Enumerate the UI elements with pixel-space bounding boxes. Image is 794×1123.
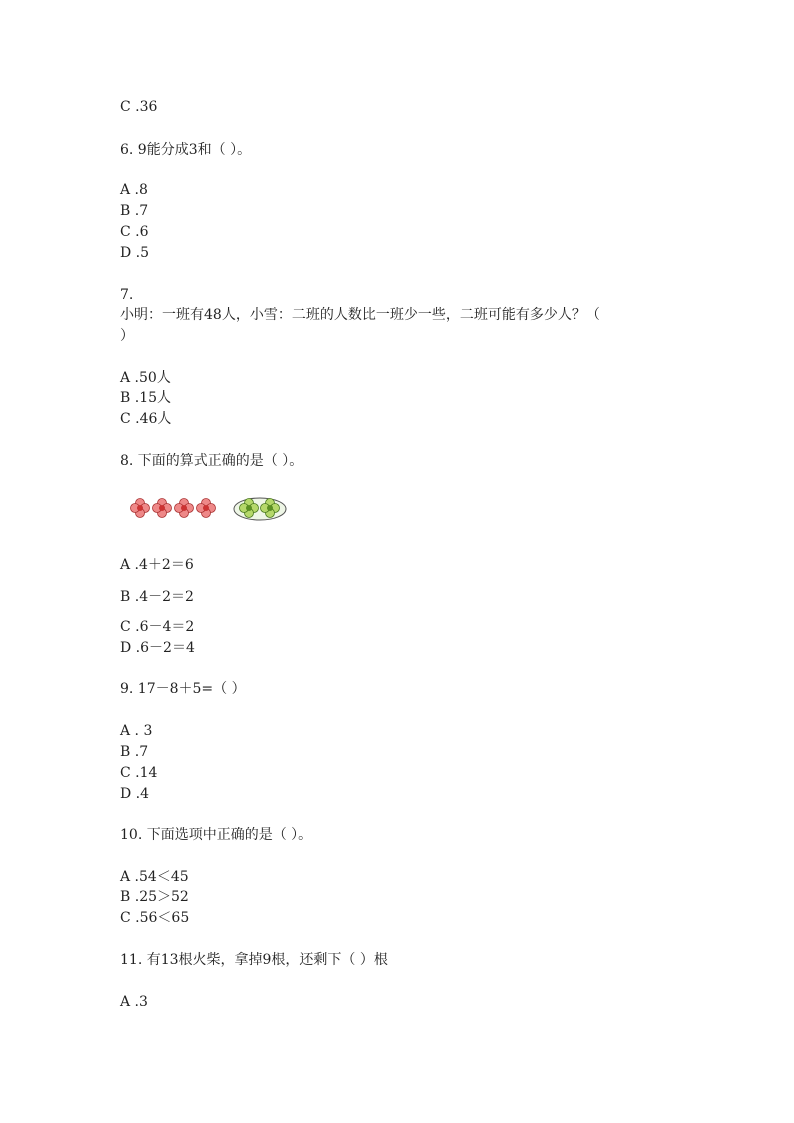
q9-option-b: B .7 — [120, 744, 149, 760]
q8-question: 8. 下面的算式正确的是（ ）。 — [120, 453, 304, 469]
q8-option-d: D .6－2＝4 — [120, 640, 195, 656]
q6-option-b: B .7 — [120, 203, 149, 219]
q9-option-a: A . 3 — [120, 723, 153, 739]
q9-option-c: C .14 — [120, 765, 158, 781]
q7-option-a: A .50人 — [120, 370, 171, 386]
q9-question: 9. 17－8＋5=（ ） — [120, 681, 246, 697]
q6-option-d: D .5 — [120, 245, 150, 261]
q9-option-d: D .4 — [120, 786, 150, 802]
q8-option-c: C .6－4＝2 — [120, 619, 195, 635]
q7-text-line2: ） — [120, 328, 134, 344]
q10-option-b: B .25＞52 — [120, 889, 189, 905]
q8-option-b: B .4－2＝2 — [120, 589, 194, 605]
red-flower-icon — [131, 499, 150, 518]
red-flower-icon — [197, 499, 216, 518]
q7-text-line1: 小明：一班有48人，小雪：二班的人数比一班少一些，二班可能有多少人？（ — [120, 307, 600, 323]
q6-option-c: C .6 — [120, 224, 149, 240]
red-flower-icon — [153, 499, 172, 518]
q7-number: 7. — [120, 287, 134, 303]
flower-illustration — [128, 494, 298, 524]
q11-option-a: A .3 — [120, 994, 148, 1010]
q11-question: 11. 有13根火柴，拿掉9根，还剩下（ ）根 — [120, 952, 388, 968]
q6-option-a: A .8 — [120, 182, 148, 198]
q8-flower-figure — [128, 494, 298, 524]
red-flower-icon — [175, 499, 194, 518]
q6-question: 6. 9能分成3和（ ）。 — [120, 142, 252, 158]
q7-option-c: C .46人 — [120, 411, 172, 427]
q8-option-a: A .4＋2＝6 — [120, 557, 194, 573]
q7-option-b: B .15人 — [120, 390, 172, 406]
q5-option-c: C .36 — [120, 99, 158, 115]
q10-question: 10. 下面选项中正确的是（ ）。 — [120, 827, 313, 843]
q10-option-c: C .56＜65 — [120, 910, 190, 926]
q10-option-a: A .54＜45 — [120, 869, 189, 885]
